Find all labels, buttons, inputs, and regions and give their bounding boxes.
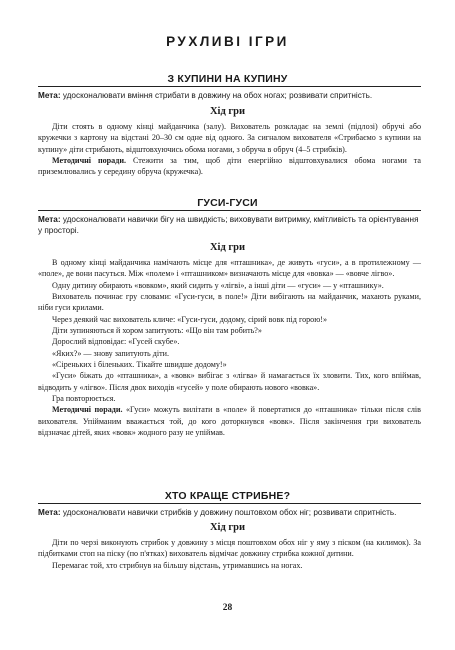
- title-underline-2: [38, 210, 421, 211]
- game-goal-1: [38, 90, 421, 101]
- paragraph: Вихователь починає гру словами: «Гуси-гуси, в поле!» Діти вибігають на майданчик, махають руками, ніби гуси крилами.: [38, 292, 421, 313]
- title-underline-1: [38, 86, 421, 87]
- paragraph: В одному кінці майданчика намічають місце для «пташника», де живуть «гуси», а в протилежному — «поле», де вони пасуться. Між «полем» і «пташником» визначають місце для «вовка» — «вовче лігво».: [38, 258, 421, 279]
- goal-label: Мета:: [38, 215, 61, 224]
- goal-text: удосконалювати навички стрибків у довжину поштовхом обох ніг; розвивати спритність.: [60, 508, 397, 517]
- game-goal-3: [38, 507, 421, 518]
- paragraph: Перемагає той, хто стрибнув на більшу відстань, утримавшись на ногах.: [52, 560, 303, 570]
- page-title: РУХЛИВІ ІГРИ: [166, 34, 289, 49]
- paragraph: «Гуси» біжать до «пташника», а «вовк» вибігає з «лігва» й намагається їх зловити. Тих, кого впіймав, відводить у «лігво». Після двох виходів «гусей» у поле обирають нового «вовка».: [38, 371, 421, 392]
- course-heading-2: Хід гри: [209, 242, 246, 253]
- paragraph: Гра повторюється.: [52, 394, 116, 404]
- paragraph: «Яких?» — знову запитують діти.: [52, 348, 169, 358]
- game-body-3: [38, 537, 421, 571]
- page-number: 28: [222, 603, 233, 613]
- note-text: «Гуси» можуть вилітати в «поле» й повертатися до «пташника» тільки після слів вихователя. Упійманим вважається той, до кого доторкнувся «вовк». Після закінчення гри вихователь відзначає дітей, яких «вовк» жодного разу не упіймав.: [38, 405, 421, 438]
- goal-text: удосконалювати вміння стрибати в довжину на обох ногах; розвивати спритність.: [60, 91, 373, 100]
- title-underline-3: [38, 503, 421, 504]
- game-title-3: ХТО КРАЩЕ СТРИБНЕ?: [164, 490, 291, 502]
- game-title-2: ГУСИ-ГУСИ: [197, 197, 258, 209]
- course-heading-3: Хід гри: [209, 522, 246, 533]
- goal-label: Мета:: [38, 91, 61, 100]
- paragraph: Діти зупиняються й хором запитують: «Що він там робить?»: [52, 326, 262, 336]
- paragraph: Дорослий відповідає: «Гусей скубе».: [52, 337, 180, 347]
- methodical-note-1: [38, 155, 421, 178]
- game-goal-2: [38, 214, 421, 237]
- game-title-1: З КУПИНИ НА КУПИНУ: [167, 73, 288, 85]
- paragraph: Діти стоять в одному кінці майданчика (залу). Вихователь розкладає на землі (підлозі) обручі або кружечки з картону на відстані 20–30 см одне від одного. За сигналом вихователя «Стрибаємо з купини на купину» діти стрибають, відштовхуючись обома ногами, з обруча в обруч (4–5 стрибків).: [38, 122, 421, 154]
- methodical-note-2: [38, 404, 421, 438]
- course-heading-1: Хід гри: [209, 106, 246, 117]
- paragraph: Діти по черзі виконують стрибок у довжину з місця поштовхом обох ніг у яму з піском (на килимок). За підбитками стоп на піску (по п'ятках) вихователь відмічає довжину стрибка кожної дитини.: [38, 538, 421, 559]
- note-text: Стежити за тим, щоб діти енергійно відштовхувалися обома ногами та приземлювались у середину обруча (кружечка).: [38, 156, 422, 177]
- paragraph: «Сіреньких і біленьких. Тікайте швидше додому!»: [52, 360, 227, 370]
- goal-text: удосконалювати навички бігу на швидкість; виховувати витримку, кмітливість та орієнтування у просторі.: [38, 215, 419, 236]
- goal-label: Мета:: [38, 508, 61, 517]
- note-label: Методичні поради.: [52, 156, 127, 166]
- game-body-1: [38, 121, 421, 178]
- paragraph: Через деякий час вихователь кличе: «Гуси-гуси, додому, сірий вовк під горою!»: [52, 314, 327, 324]
- game-body-2: [38, 257, 421, 439]
- paragraph: Одну дитину обирають «вовком», який сидить у «лігві», а інші діти — «гуси» — у «пташнику».: [52, 280, 384, 290]
- note-label: Методичні поради.: [52, 405, 123, 415]
